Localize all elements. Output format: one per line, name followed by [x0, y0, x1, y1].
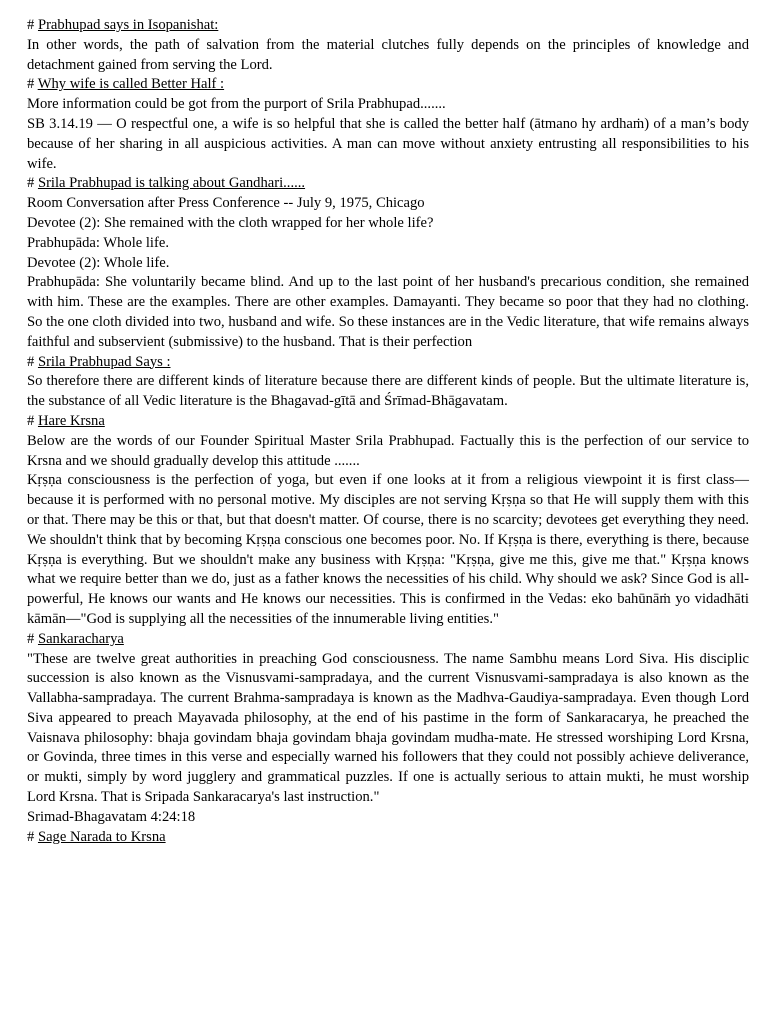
paragraph: Room Conversation after Press Conference -- July 9, 1975, Chicago: [27, 195, 425, 212]
paragraph: Below are the words of our Founder Spiritual Master Srila Prabhupad. Factually this is the perfection of our service to Krsna and we should gradually develop this attitude .......: [27, 432, 749, 469]
paragraph: Devotee (2): She remained with the cloth wrapped for her whole life?: [27, 214, 434, 231]
paragraph: So therefore there are different kinds of literature because there are different kinds of people. But the ultimate literature is, the substance of all Vedic literature is the Bhagavad-gītā and Śrīmad-Bhāgavatam.: [27, 373, 749, 410]
section-heading: # Sage Narada to Krsna: [27, 828, 166, 845]
section-heading-text: Sage Narada to Krsna: [37, 828, 166, 845]
section-heading-text: Sankaracharya: [37, 630, 124, 647]
paragraph: In other words, the path of salvation from the material clutches fully depends on the principles of knowledge and detachment gained from serving the Lord.: [27, 36, 749, 73]
paragraph: Srimad-Bhagavatam 4:24:18: [27, 808, 196, 825]
paragraph: Prabhupāda: She voluntarily became blind. And up to the last point of her husband's precarious condition, she remained with him. These are the examples. There are other examples. Damayanti. They became so poor that they had no clothing. So the one cloth divided into two, husband and wife. So these instances are in the Vedic literature, that wife remains always faithful and subservient (submissive) to the husband. That is their perfection: [27, 274, 749, 350]
section-heading: # Prabhupad says in Isopanishat:: [27, 17, 219, 33]
paragraph: "These are twelve great authorities in preaching God consciousness. The name Sambhu means Lord Siva. His disciplic succession is also known as the Visnusvami-sampradaya, and the current Visnusvami-sampradaya is also known as the Vallabha-sampradaya. The current Brahma-sampradaya is known as the Madhva-Gaudiya-sampradaya. Even though Lord Siva appeared to preach Mayavada philosophy, at the end of his pastime in the form of Sankaracarya, he preached the Vaisnava philosophy: bhaja govindam bhaja govindam bhaja govindam mudha-mate. He stressed worshiping Lord Krsna, or Govinda, three times in this verse and especially warned his followers that they could not possibly achieve deliverance, or mukti, simply by word jugglery and grammatical puzzles. If one is actually serious to attain mukti, he must worship Lord Krsna. That is Sripada Sankaracarya's last instruction.": [27, 650, 749, 806]
paragraph: Prabhupāda: Whole life.: [27, 234, 169, 251]
paragraph: Kṛṣṇa consciousness is the perfection of yoga, but even if one looks at it from a religious viewpoint it is first class—because it is performed with no personal motive. My disciples are not serving Kṛṣṇa so that He will supply them with this or that. There may be this or that, but that doesn't matter. Of course, there is no scarcity; devotees get everything they need. We shouldn't think that by becoming Kṛṣṇa conscious one becomes poor. No. If Kṛṣṇa is there, everything is there, because Kṛṣṇa is everything. But we shouldn't make any business with Kṛṣṇa: "Kṛṣṇa, give me this, give me that." Kṛṣṇa knows what we require better than we do, just as a father knows the necessities of his child. Why should we ask? Since God is all-powerful, He knows our wants and He knows our necessities. This is confirmed in the Vedas: eko bahūnāṁ yo vidadhāti kāmān—"God is supplying all the necessities of the innumerable living entities.": [27, 472, 749, 627]
section-heading-text: Hare Krsna: [37, 412, 105, 429]
section-heading-text: Srila Prabhupad is talking about Gandhari......: [37, 175, 306, 192]
paragraph: SB 3.14.19 — O respectful one, a wife is so helpful that she is called the better half (ātmano hy ardhaṁ) of a man’s body because of her sharing in all auspicious activities. A man can move without anxiety entrusting all responsibilities to his wife.: [27, 115, 749, 172]
section-heading-text: Srila Prabhupad Says :: [37, 353, 171, 370]
section-heading-text: Prabhupad says in Isopanishat:: [37, 17, 219, 33]
section-heading: # Srila Prabhupad is talking about Gandhari......: [27, 175, 306, 192]
paragraph: More information could be got from the purport of Srila Prabhupad.......: [27, 96, 446, 113]
paragraph: Devotee (2): Whole life.: [27, 254, 170, 271]
section-heading: # Why wife is called Better Half :: [27, 76, 225, 93]
section-heading: # Srila Prabhupad Says :: [27, 353, 171, 370]
section-heading: # Hare Krsna: [27, 412, 105, 429]
section-heading: # Sankaracharya: [27, 630, 124, 647]
section-heading-text: Why wife is called Better Half :: [37, 76, 225, 93]
